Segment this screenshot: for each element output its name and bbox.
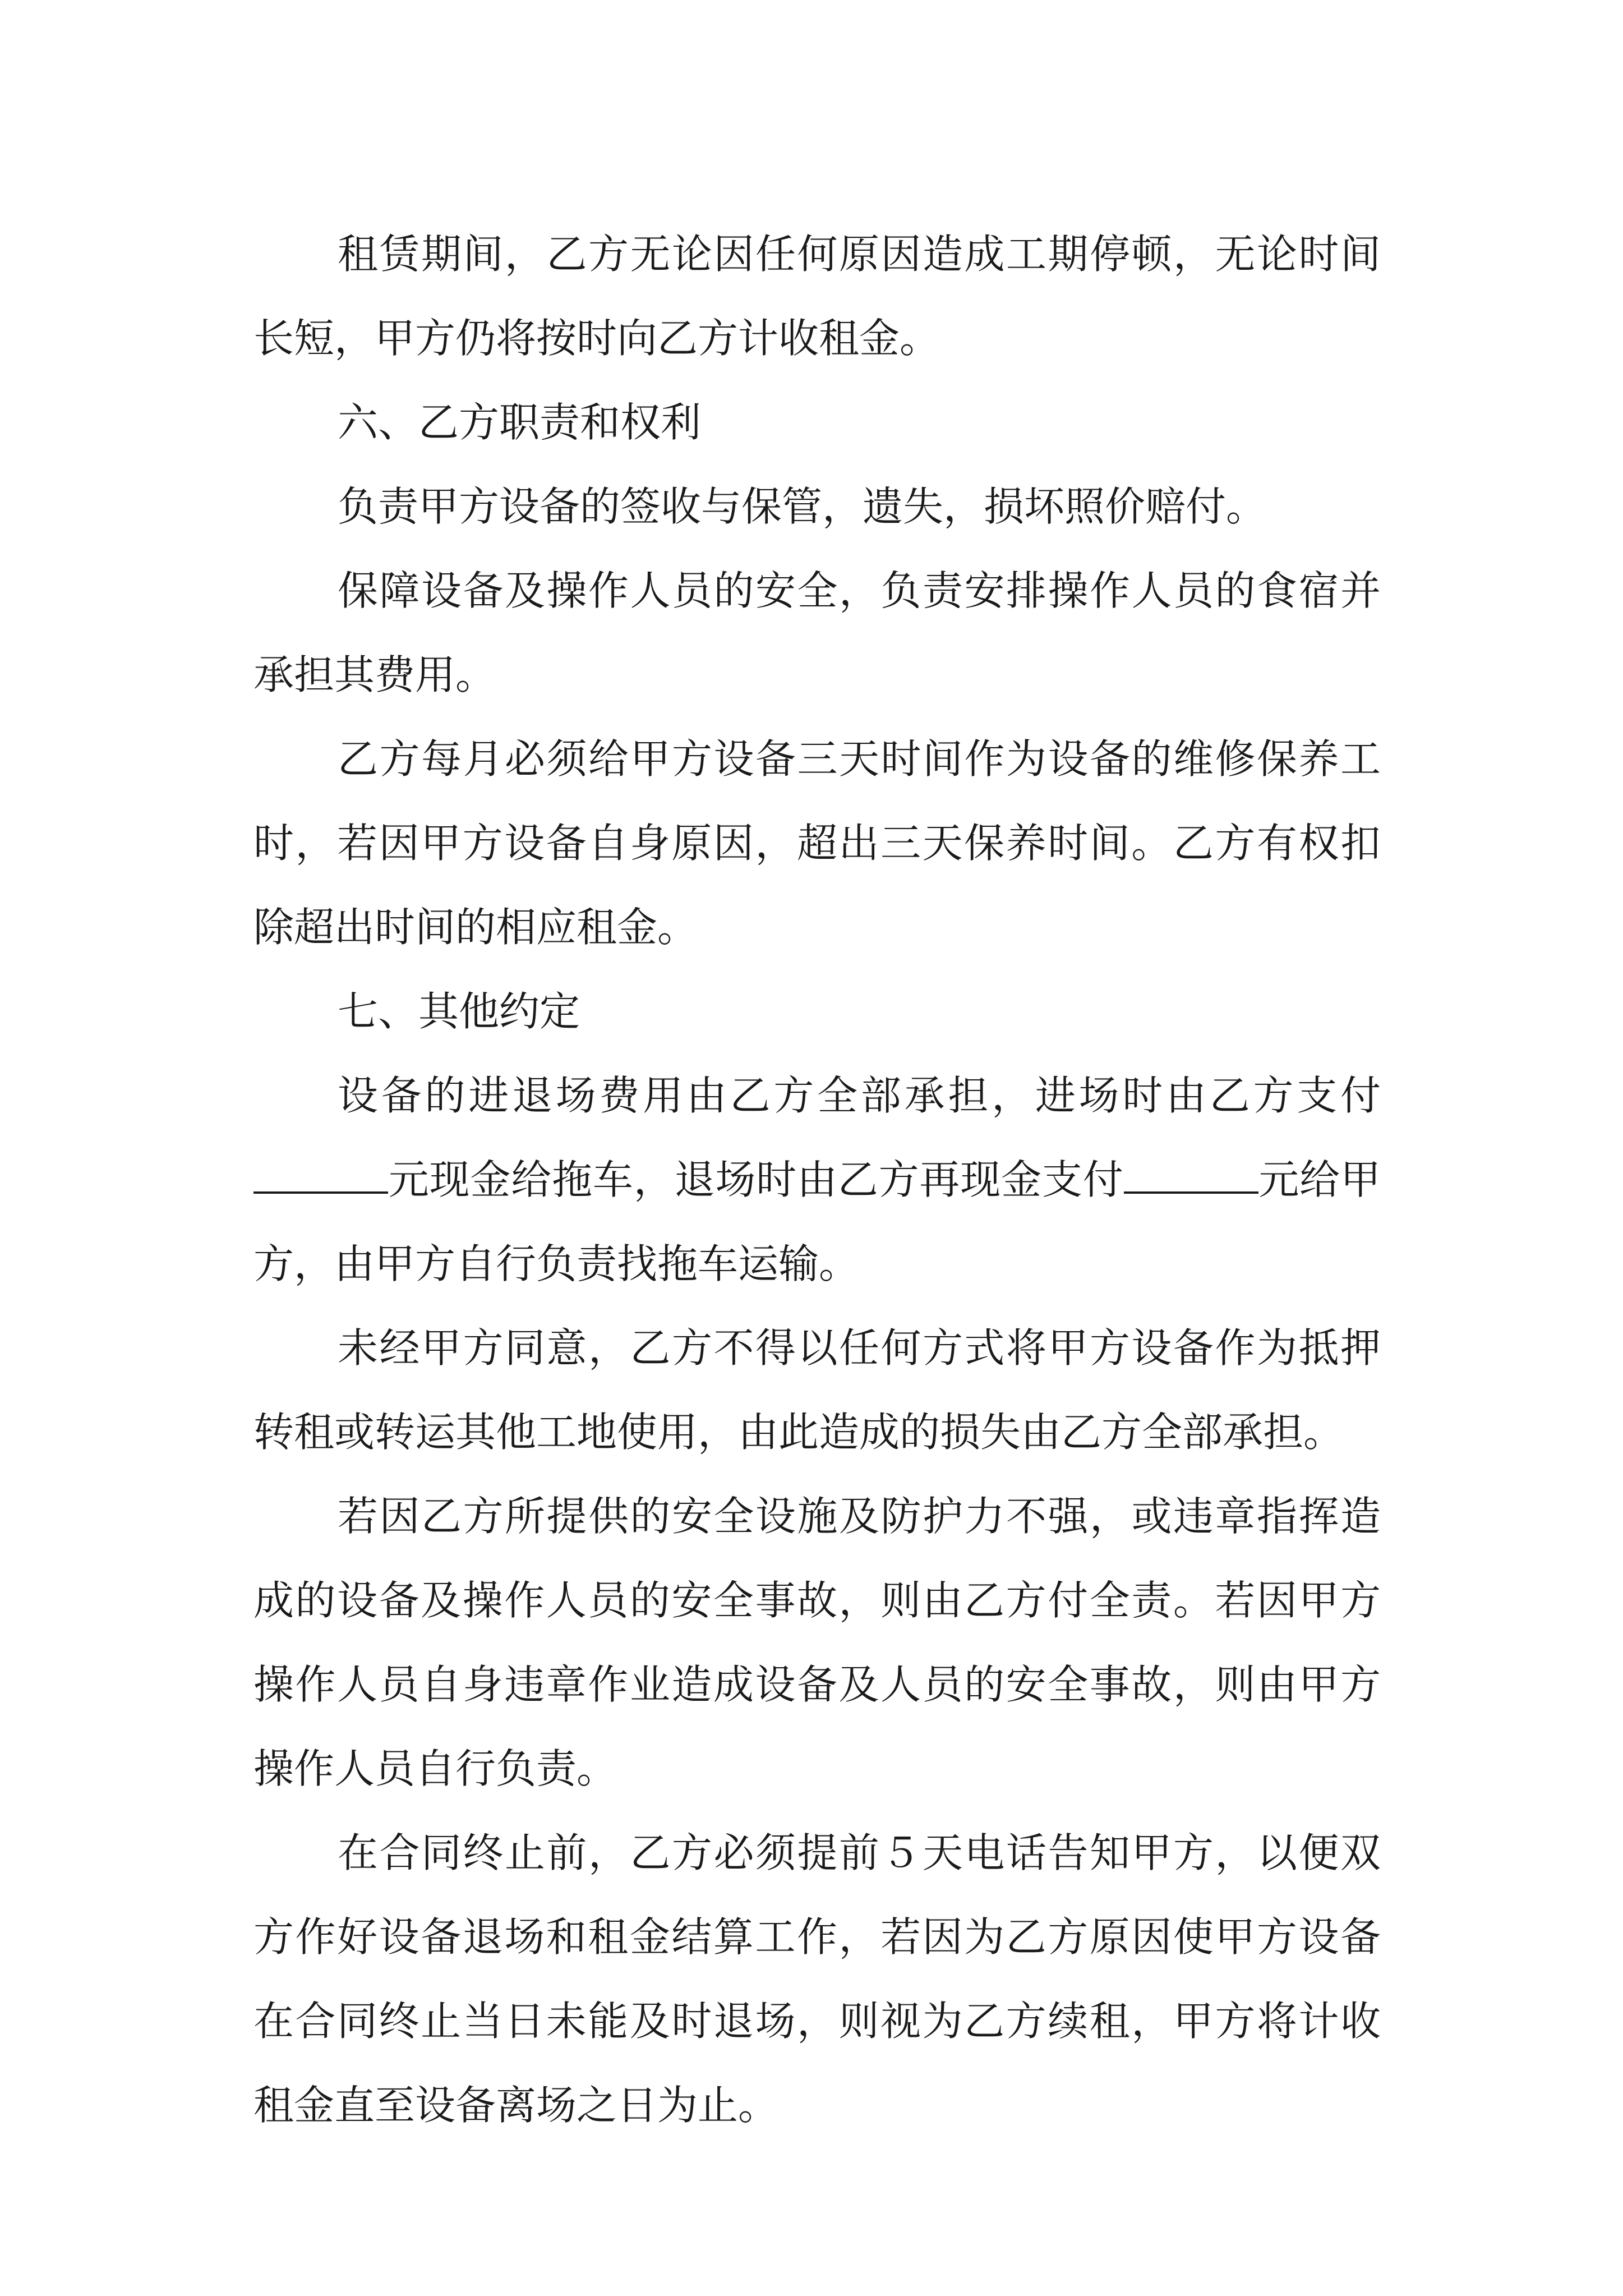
paragraph-termination-notice: 在合同终止前，乙方必须提前５天电话告知甲方，以便双方作好设备退场和租金结算工作，若因为乙方原因使甲方设备在合同终止当日未能及时退场，则视为乙方续租，甲方将计收租金直至设备离场之日为止。	[253, 1829, 1381, 2129]
paragraph-safety-lodging: 保障设备及操作人员的安全，负责安排操作人员的食宿并承担其费用。	[253, 567, 1381, 698]
entry-fee-blank	[253, 1158, 388, 1194]
paragraph-maintenance-time: 乙方每月必须给甲方设备三天时间作为设备的维修保养工时，若因甲方设备自身原因，超出三天保养时间。乙方有权扣除超出时间的相应租金。	[253, 735, 1381, 951]
exit-fee-blank	[1124, 1158, 1258, 1194]
transport-fees-text-3: 元给甲方，由甲方自行负责找拖车运输。	[253, 1156, 1381, 1287]
transport-fees-text-1: 设备的进退场费用由乙方全部承担，进场时由乙方支付	[338, 1072, 1381, 1119]
paragraph-rent-period: 租赁期间，乙方无论因任何原因造成工期停顿，无论时间长短，甲方仍将按时向乙方计收租金。	[253, 231, 1381, 362]
paragraph-no-sublease: 未经甲方同意，乙方不得以任何方式将甲方设备作为抵押转租或转运其他工地使用，由此造成的损失由乙方全部承担。	[253, 1324, 1381, 1456]
document-body	[253, 212, 1381, 2147]
section-heading-other-terms: 七、其他约定	[338, 988, 580, 1035]
transport-fees-text-2: 元现金给拖车，退场时由乙方再现金支付	[388, 1156, 1124, 1203]
paragraph-equipment-custody: 负责甲方设备的签收与保管，遗失，损坏照价赔付。	[338, 483, 1267, 530]
section-heading-party-b-duties: 六、乙方职责和权利	[338, 399, 702, 446]
paragraph-transport-fees	[253, 1053, 1381, 1306]
paragraph-safety-liability: 若因乙方所提供的安全设施及防护力不强，或违章指挥造成的设备及操作人员的安全事故，则由乙方付全责。若因甲方操作人员自身违章作业造成设备及人员的安全事故，则由甲方操作人员自行负责。	[253, 1493, 1381, 1792]
